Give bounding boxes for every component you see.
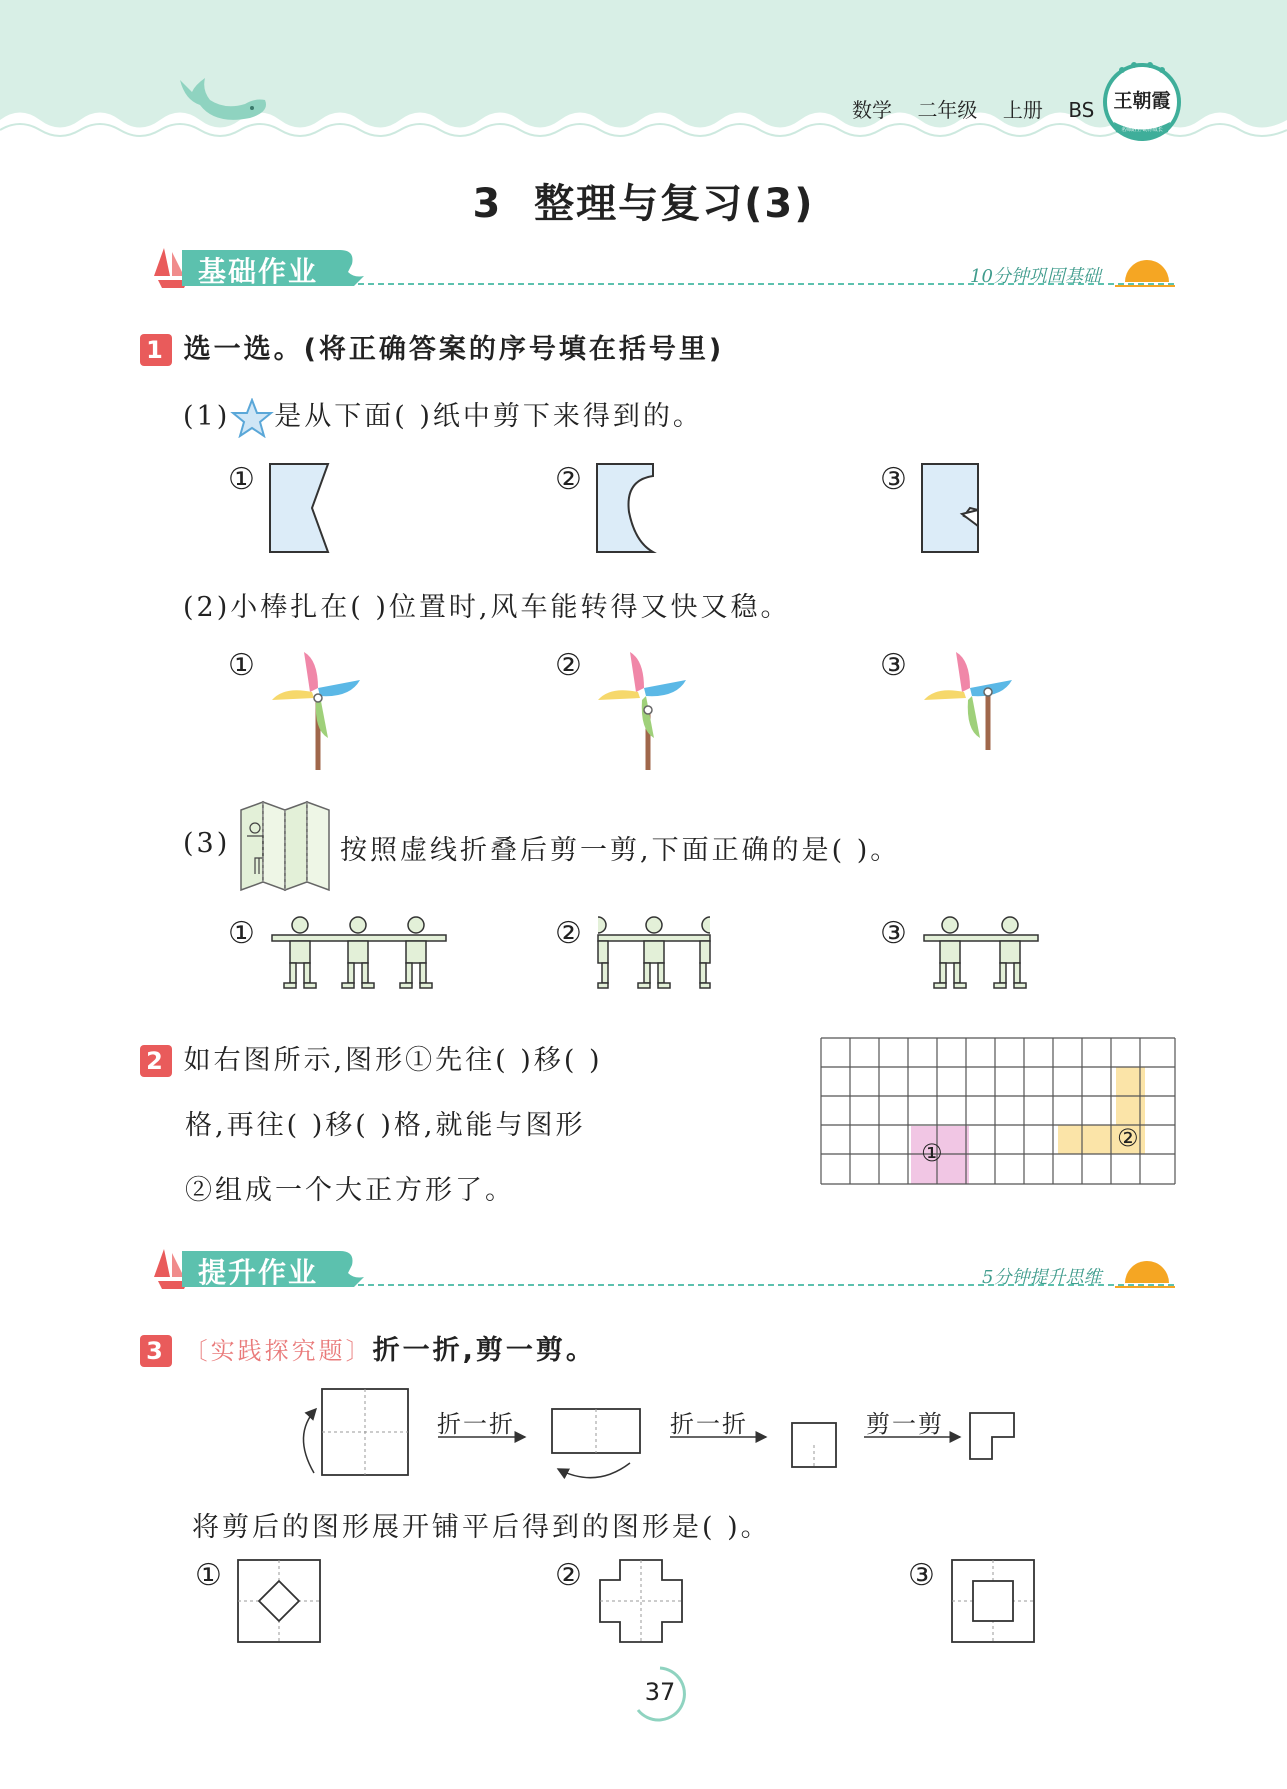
q3-question-text: 将剪后的图形展开铺平后得到的图形是( )。 [192, 1512, 771, 1543]
folded-paper-icon [237, 800, 333, 892]
star-icon [230, 398, 274, 438]
q1p2-option3-label[interactable]: ③ [880, 648, 907, 683]
q1-part3-text: 按照虚线折叠后剪一剪,下面正确的是( )。 [340, 835, 901, 866]
q2-line2-text: 格,再往( )移( )格,就能与图形 [185, 1110, 586, 1141]
logo-text: 王朝霞 [1113, 90, 1171, 112]
section-label-advanced: 提升作业 [198, 1256, 319, 1289]
q1p1-paper-3[interactable] [920, 462, 984, 558]
grade-text: 二年级 [917, 98, 978, 122]
q1p2-option1-label[interactable]: ① [228, 648, 255, 683]
q3-option1-shape[interactable] [236, 1558, 322, 1644]
q1-part3-prefix: (3) [183, 828, 231, 859]
edition-text: BS [1068, 98, 1095, 122]
q1p3-option3-label[interactable]: ③ [880, 916, 907, 951]
q2-shape2-label: ② [1117, 1124, 1139, 1152]
q1p1-paper-2[interactable] [595, 462, 659, 558]
q1p2-option2-label[interactable]: ② [555, 648, 582, 683]
section-hint-advanced: 5分钟提升思维 [982, 1267, 1102, 1288]
q3-option1-label[interactable]: ① [195, 1558, 222, 1593]
q3-title: 折一折,剪一剪。 [372, 1335, 596, 1366]
q2-grid [820, 1037, 1178, 1187]
pinwheel-3-icon[interactable] [922, 650, 1022, 775]
q1p1-option3-label[interactable]: ③ [880, 462, 907, 497]
q1p1-option2-label[interactable]: ② [555, 462, 582, 497]
folding-steps-diagram [290, 1385, 1020, 1495]
q1-part1-text: 是从下面( )纸中剪下来得到的。 [274, 401, 703, 432]
q2-line3-text: ②组成一个大正方形了。 [185, 1175, 515, 1206]
q3-option2-label[interactable]: ② [555, 1558, 582, 1593]
q1-part1-prefix: (1) [183, 401, 231, 432]
q2-shape1-label: ① [921, 1139, 943, 1167]
q1-part1 [183, 394, 703, 438]
question-number-1: 1 [140, 334, 172, 366]
logo-tagline: 名师路上 助你成长 [1121, 127, 1163, 133]
q1p1-paper-1[interactable] [268, 462, 332, 558]
q3-option3-label[interactable]: ③ [908, 1558, 935, 1593]
section-label-basic: 基础作业 [198, 255, 319, 288]
q3-tag: 〔实践探究题〕 [183, 1337, 373, 1365]
paper-people-3[interactable] [922, 915, 1042, 995]
q3-step2-label: 折一折 [670, 1410, 748, 1438]
pinwheel-2-icon[interactable] [596, 650, 696, 775]
subject-text: 数学 [852, 98, 892, 122]
q3-step1-label: 折一折 [437, 1410, 515, 1438]
paper-people-1[interactable] [270, 915, 450, 995]
q3-option2-shape[interactable] [598, 1558, 684, 1644]
section-banner-advanced [140, 1243, 1175, 1293]
q3-step3-label: 剪一剪 [866, 1410, 944, 1438]
q1p3-option2-label[interactable]: ② [555, 916, 582, 951]
paper-people-2[interactable] [596, 915, 716, 995]
volume-text: 上册 [1002, 98, 1043, 122]
q1p1-option1-label[interactable]: ① [228, 462, 255, 497]
q3-heading [140, 1328, 596, 1367]
q1p3-option1-label[interactable]: ① [228, 916, 255, 951]
section-banner-basic [140, 242, 1175, 292]
publisher-logo [1102, 62, 1182, 142]
q1-part2-text: (2)小棒扎在( )位置时,风车能转得又快又稳。 [183, 592, 791, 623]
whale-icon [170, 70, 280, 130]
pinwheel-1-icon[interactable] [270, 650, 370, 775]
question-number-3: 3 [140, 1335, 172, 1367]
q3-option3-shape[interactable] [950, 1558, 1036, 1644]
q1-title: 选一选。(将正确答案的序号填在括号里) [183, 334, 725, 365]
question-number-2: 2 [140, 1045, 172, 1077]
q1-heading [140, 327, 724, 366]
page-number: 37 [644, 1678, 676, 1706]
q2-line1 [140, 1038, 602, 1077]
page-title: 3 整理与复习(3) [472, 181, 815, 227]
header-info [852, 94, 1094, 123]
section-hint-basic: 10分钟巩固基础 [970, 266, 1101, 287]
q2-line1-text: 如右图所示,图形①先往( )移( ) [183, 1045, 603, 1076]
